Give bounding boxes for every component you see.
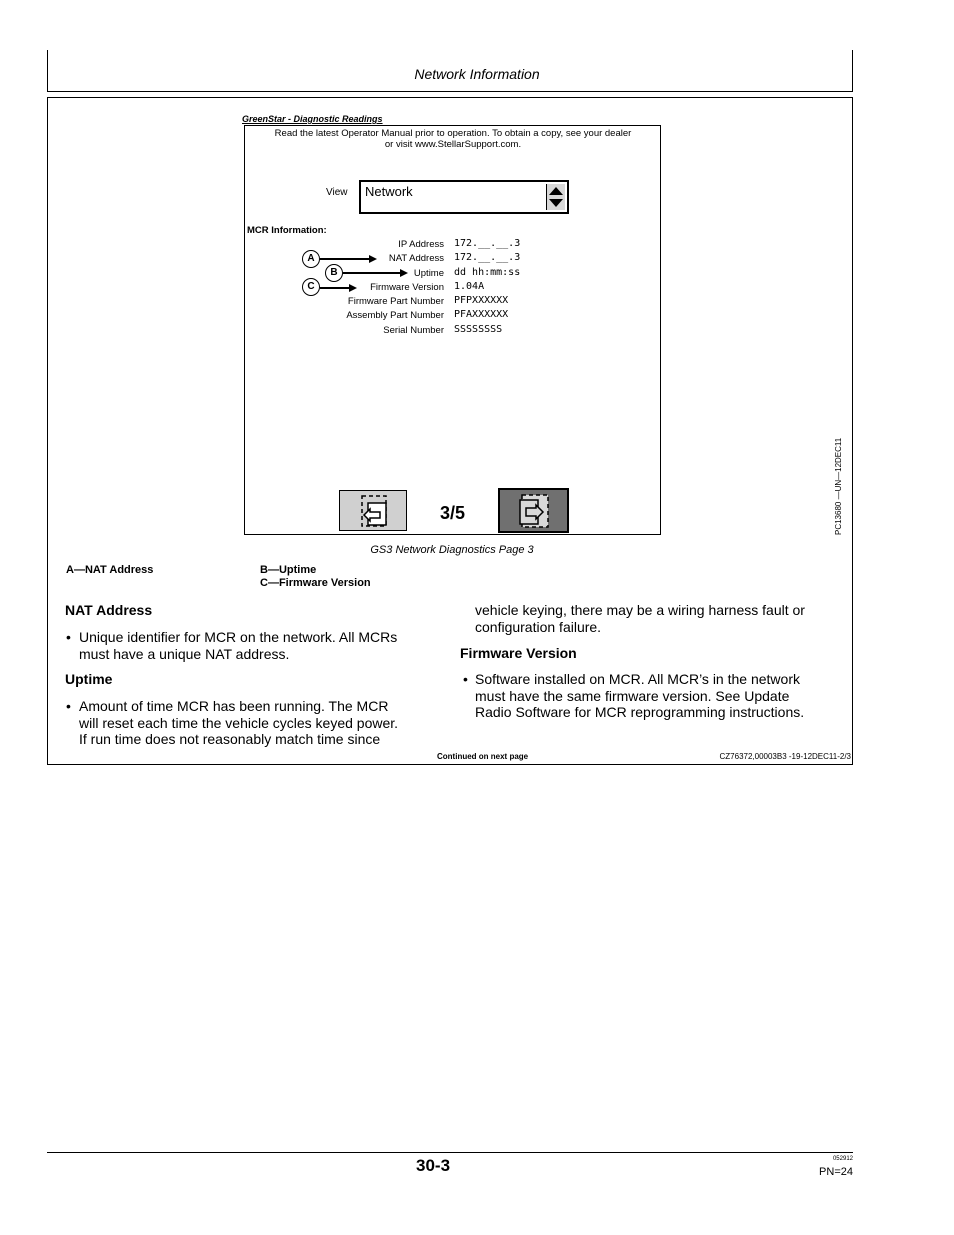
- callout-c-line: [320, 287, 350, 289]
- view-spinner[interactable]: [546, 184, 565, 210]
- assembly-part-number-label: Assembly Part Number: [346, 310, 444, 321]
- uptime-heading: Uptime: [65, 671, 113, 687]
- nat-text-line-2: must have a unique NAT address.: [79, 645, 290, 662]
- callout-b-arrowhead: [400, 269, 408, 277]
- legend-b: B—Uptime: [260, 564, 317, 576]
- callout-c-arrowhead: [349, 284, 357, 292]
- up-down-arrows-icon: [547, 184, 565, 210]
- uptime-cont-line-2: configuration failure.: [475, 618, 602, 635]
- nat-address-text: [79, 629, 397, 662]
- figure-caption: GS3 Network Diagnostics Page 3: [370, 544, 534, 556]
- firmware-text-line-2: must have the same firmware version. See Update: [475, 687, 790, 704]
- nat-address-heading: NAT Address: [65, 602, 153, 618]
- figure-code: PC13680 —UN—12DEC11: [834, 437, 843, 535]
- bullet-firmware: •: [463, 671, 468, 687]
- uptime-text: [79, 698, 398, 748]
- legend-c: C—Firmware Version: [260, 577, 371, 589]
- callout-a-arrowhead: [369, 255, 377, 263]
- assembly-part-number-value: PFAXXXXXX: [454, 309, 509, 320]
- operator-note-line-1: Read the latest Operator Manual prior to operation. To obtain a copy, see your dealer: [274, 128, 632, 139]
- legend-a: A—NAT Address: [66, 564, 154, 576]
- firmware-version-label: Firmware Version: [370, 282, 444, 293]
- view-label: View: [326, 187, 348, 198]
- firmware-version-heading: Firmware Version: [460, 645, 577, 661]
- serial-number-value: SSSSSSSS: [454, 324, 503, 335]
- uptime-label: Uptime: [413, 268, 444, 279]
- print-code: 052912: [832, 1156, 853, 1162]
- next-page-button[interactable]: [498, 488, 569, 533]
- uptime-cont-line-1: vehicle keying, there may be a wiring harness fault or: [475, 602, 805, 618]
- page-indicator: 3/5: [440, 503, 466, 523]
- callout-b: B: [325, 264, 343, 282]
- operator-note: [248, 128, 658, 150]
- nat-address-value: 172.__.__.3: [454, 252, 521, 263]
- screen-title: GreenStar - Diagnostic Readings: [242, 114, 383, 124]
- view-select-value: Network: [365, 184, 413, 199]
- document-code: CZ76372,00003B3 -19-12DEC11-2/3: [719, 752, 851, 761]
- firmware-text-line-1: Software installed on MCR. All MCR’s in the network: [475, 671, 800, 687]
- continued-note: Continued on next page: [437, 752, 529, 761]
- callout-a: A: [302, 250, 320, 268]
- next-page-icon: [500, 490, 567, 531]
- callout-c: C: [302, 278, 320, 296]
- firmware-version-value: 1.04A: [454, 281, 485, 292]
- bullet-uptime: •: [66, 698, 71, 714]
- nat-address-label: NAT Address: [388, 253, 444, 264]
- bullet-nat: •: [66, 629, 71, 645]
- page-number: 30-3: [416, 1156, 451, 1175]
- uptime-text-line-3: If run time does not reasonably match time since: [79, 731, 381, 747]
- serial-number-label: Serial Number: [383, 325, 444, 336]
- firmware-part-number-value: PFPXXXXXX: [454, 295, 509, 306]
- callout-a-line: [320, 258, 370, 260]
- operator-note-line-2: or visit www.StellarSupport.com.: [384, 139, 522, 150]
- footer-rule: [47, 1152, 853, 1153]
- pn-number: PN=24: [819, 1166, 853, 1178]
- previous-page-button[interactable]: [339, 490, 407, 531]
- uptime-value: dd hh:mm:ss: [454, 267, 521, 278]
- header-bottom-rule: [47, 91, 853, 92]
- ip-address-value: 172.__.__.3: [454, 238, 521, 249]
- ip-address-label: IP Address: [398, 239, 444, 250]
- section-title: Network Information: [414, 66, 540, 82]
- view-select[interactable]: [359, 180, 569, 214]
- uptime-text-line-1: Amount of time MCR has been running. The MCR: [79, 698, 389, 714]
- firmware-version-text: [475, 671, 804, 721]
- callout-b-line: [343, 272, 401, 274]
- mcr-info-heading: MCR Information:: [247, 225, 327, 236]
- uptime-text-continued: [475, 602, 805, 635]
- nat-text-line-1: Unique identifier for MCR on the network. All MCRs: [79, 629, 398, 645]
- uptime-text-line-2: will reset each time the vehicle cycles keyed power.: [79, 714, 399, 731]
- firmware-part-number-label: Firmware Part Number: [347, 296, 444, 307]
- firmware-text-line-3: Radio Software for MCR reprogramming instructions.: [475, 704, 805, 720]
- previous-page-icon: [340, 491, 406, 530]
